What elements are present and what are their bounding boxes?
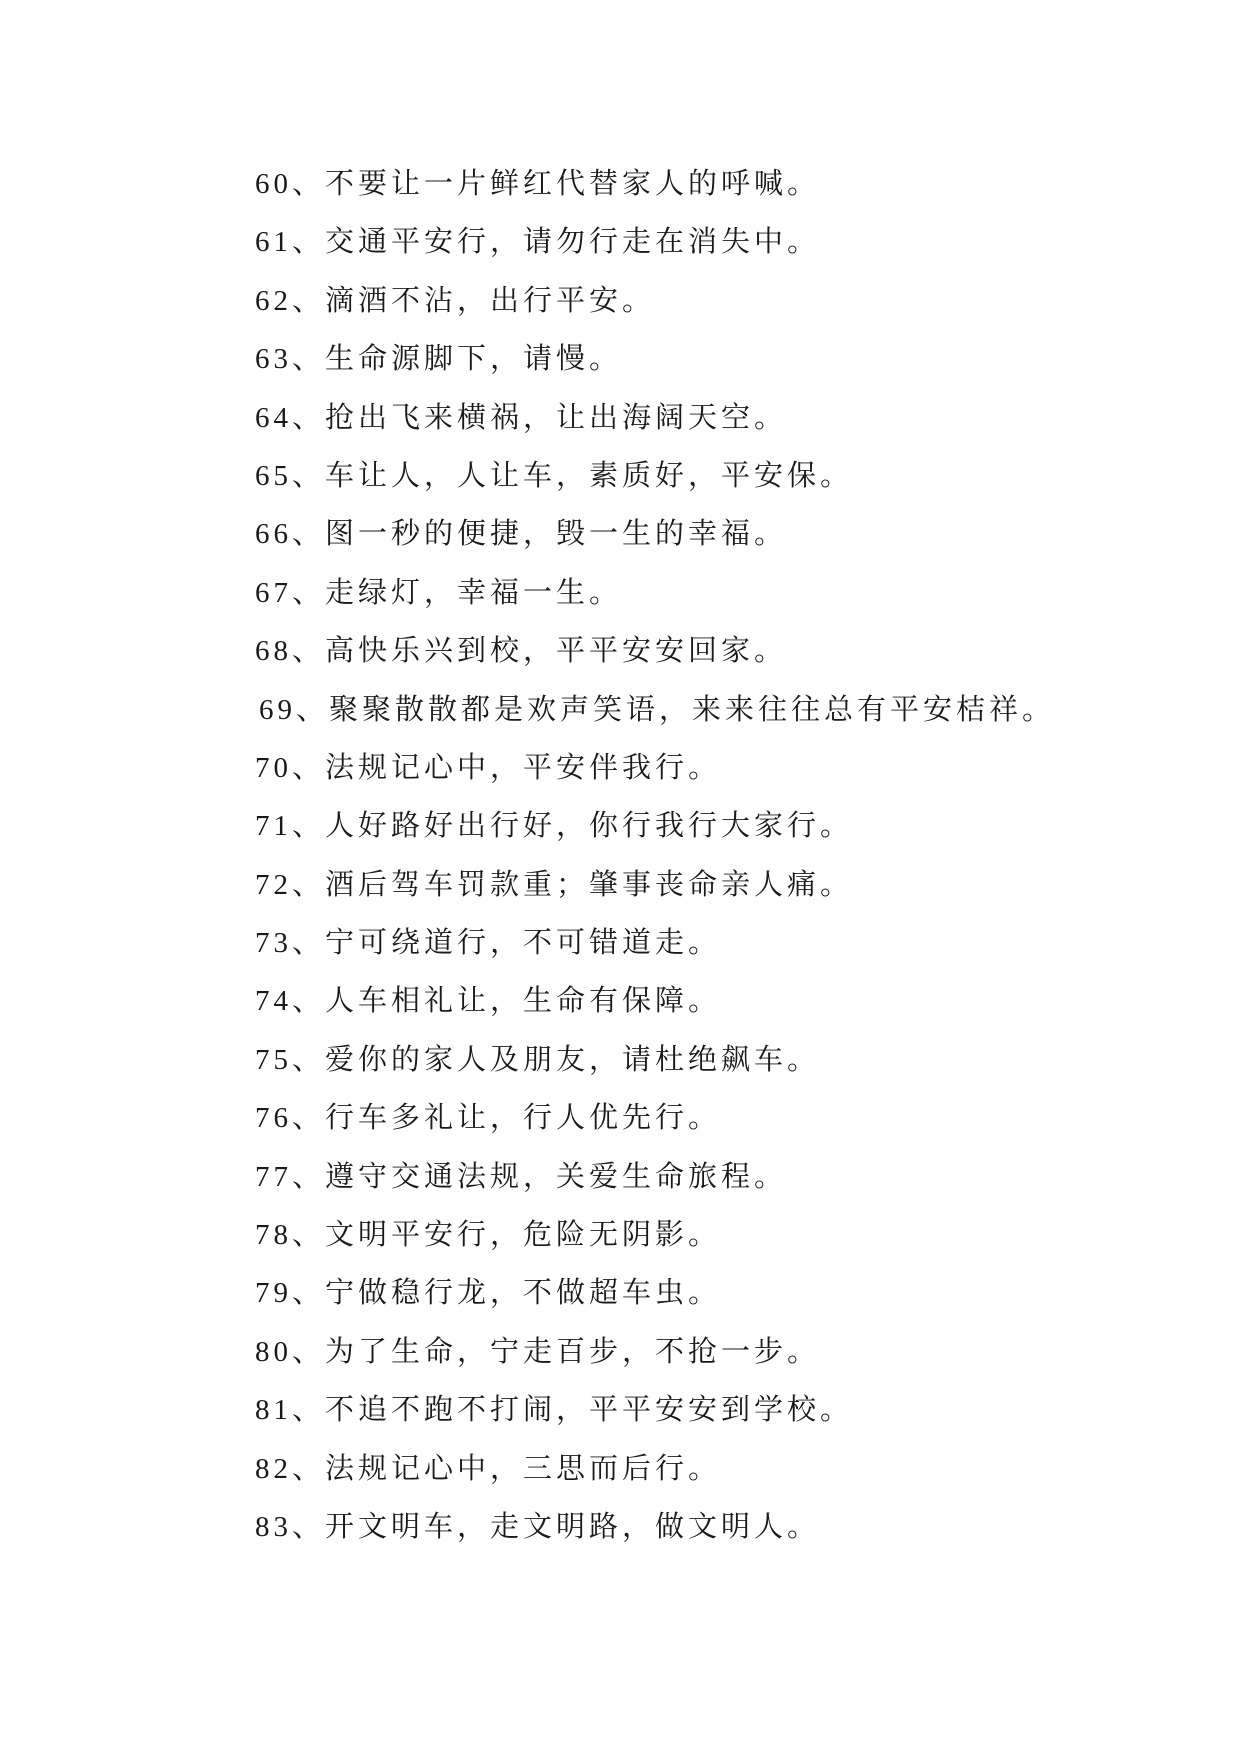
list-item: 75、爱你的家人及朋友，请杜绝飙车。 — [255, 1043, 821, 1076]
list-item: 64、抢出飞来横祸，让出海阔天空。 — [255, 401, 788, 434]
list-item: 81、不追不跑不打闹，平平安安到学校。 — [255, 1394, 854, 1427]
list-item: 83、开文明车，走文明路，做文明人。 — [255, 1510, 821, 1543]
list-item: 74、人车相礼让，生命有保障。 — [255, 985, 722, 1018]
list-item: 66、图一秒的便捷，毁一生的幸福。 — [255, 518, 788, 551]
list-item: 80、为了生命，宁走百步，不抢一步。 — [255, 1335, 821, 1368]
list-item: 77、遵守交通法规，关爱生命旅程。 — [255, 1160, 788, 1193]
list-item: 76、行车多礼让，行人优先行。 — [255, 1102, 722, 1135]
list-item: 73、宁可绕道行，不可错道走。 — [255, 927, 722, 960]
slogan-list — [255, 155, 1215, 1556]
list-item: 65、车让人，人让车，素质好，平安保。 — [255, 459, 854, 492]
list-item: 62、滴酒不沾，出行平安。 — [255, 284, 656, 317]
list-item: 63、生命源脚下，请慢。 — [255, 343, 623, 376]
list-item: 70、法规记心中，平安伴我行。 — [255, 751, 722, 784]
list-item: 82、法规记心中，三思而后行。 — [255, 1452, 722, 1485]
list-item: 69、聚聚散散都是欢声笑语，来来往往总有平安桔祥。 — [259, 693, 1056, 726]
list-item: 79、宁做稳行龙，不做超车虫。 — [255, 1277, 722, 1310]
list-item: 61、交通平安行，请勿行走在消失中。 — [255, 226, 821, 259]
list-item: 68、高快乐兴到校，平平安安回家。 — [255, 635, 788, 668]
list-item: 72、酒后驾车罚款重；肇事丧命亲人痛。 — [255, 868, 854, 901]
list-item: 60、不要让一片鲜红代替家人的呼喊。 — [255, 168, 821, 200]
list-item: 78、文明平安行，危险无阴影。 — [255, 1219, 722, 1252]
list-item: 67、走绿灯，幸福一生。 — [255, 576, 623, 609]
list-item: 71、人好路好出行好，你行我行大家行。 — [255, 810, 854, 843]
